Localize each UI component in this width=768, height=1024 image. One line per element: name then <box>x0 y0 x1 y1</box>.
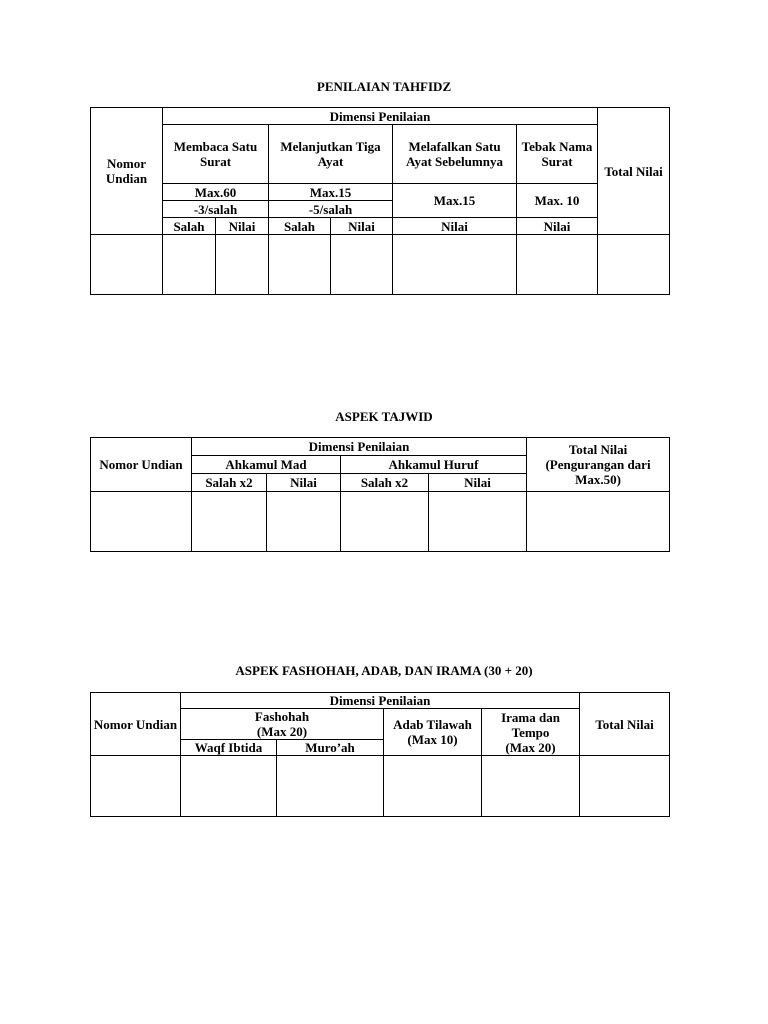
entry-cell[interactable] <box>277 756 384 817</box>
entry-cell[interactable] <box>527 492 670 552</box>
tahfidz-table <box>90 107 670 295</box>
entry-cell[interactable] <box>429 492 527 552</box>
fashohah-table <box>90 692 670 817</box>
tajwid-entry-row <box>91 492 670 552</box>
waqf-ibtida-header: Waqf Ibtida <box>181 740 277 756</box>
entry-cell[interactable] <box>267 492 341 552</box>
melanjutkan-rule: -5/salah <box>269 201 393 218</box>
melanjutkan-nilai-header: Nilai <box>331 218 393 235</box>
membaca-satu-surat-header: Membaca Satu Surat <box>163 125 269 184</box>
tahfidz-title: PENILAIAN TAHFIDZ <box>316 79 452 94</box>
fashohah-header: Fashohah <box>181 709 384 725</box>
membaca-rule: -3/salah <box>163 201 269 218</box>
entry-cell[interactable] <box>341 492 429 552</box>
membaca-salah-header: Salah <box>163 218 216 235</box>
huruf-nilai-header: Nilai <box>429 474 527 492</box>
melanjutkan-salah-header: Salah <box>269 218 331 235</box>
entry-cell[interactable] <box>181 756 277 817</box>
tajwid-title: ASPEK TAJWID <box>335 409 433 424</box>
total-nilai-header: Total Nilai <box>580 693 670 756</box>
entry-cell[interactable] <box>91 492 192 552</box>
total-nilai-header: Total Nilai <box>598 108 670 235</box>
fashohah-title: ASPEK FASHOHAH, ADAB, DAN IRAMA (30 + 20) <box>235 663 533 678</box>
entry-cell[interactable] <box>192 492 267 552</box>
entry-cell[interactable] <box>598 235 670 295</box>
entry-cell[interactable] <box>393 235 517 295</box>
entry-cell[interactable] <box>384 756 482 817</box>
membaca-max: Max.60 <box>163 184 269 201</box>
fashohah-max: (Max 20) <box>181 724 384 740</box>
tahfidz-entry-row <box>91 235 670 295</box>
nomor-undian-header: Nomor Undian <box>91 693 181 756</box>
entry-cell[interactable] <box>331 235 393 295</box>
entry-cell[interactable] <box>517 235 598 295</box>
tebak-nilai-header: Nilai <box>517 218 598 235</box>
nomor-undian-header: Nomor Undian <box>91 108 163 235</box>
huruf-salah-header: Salah x2 <box>341 474 429 492</box>
irama-tempo-header <box>482 709 580 756</box>
melafalkan-nilai-header: Nilai <box>393 218 517 235</box>
melanjutkan-max: Max.15 <box>269 184 393 201</box>
tebak-max: Max. 10 <box>517 184 598 218</box>
irama-tempo-label: Irama dan Tempo <box>501 709 560 740</box>
irama-tempo-max: (Max 20) <box>505 739 556 755</box>
tebak-nama-surat-header: Tebak Nama Surat <box>517 125 598 184</box>
mad-nilai-header: Nilai <box>267 474 341 492</box>
adab-tilawah-label: Adab Tilawah <box>393 717 472 732</box>
dimensi-penilaian-header: Dimensi Penilaian <box>192 438 527 456</box>
entry-cell[interactable] <box>216 235 269 295</box>
entry-cell[interactable] <box>269 235 331 295</box>
mad-salah-header: Salah x2 <box>192 474 267 492</box>
dimensi-penilaian-header: Dimensi Penilaian <box>163 108 598 125</box>
entry-cell[interactable] <box>163 235 216 295</box>
entry-cell[interactable] <box>91 235 163 295</box>
melanjutkan-tiga-ayat-header: Melanjutkan Tiga Ayat <box>269 125 393 184</box>
total-nilai-header: Total Nilai (Pengurangan dari Max.50) <box>527 438 670 492</box>
membaca-nilai-header: Nilai <box>216 218 269 235</box>
nomor-undian-header: Nomor Undian <box>91 438 192 492</box>
dimensi-penilaian-header: Dimensi Penilaian <box>181 693 580 709</box>
ahkamul-huruf-header: Ahkamul Huruf <box>341 456 527 474</box>
entry-cell[interactable] <box>91 756 181 817</box>
melafalkan-max: Max.15 <box>393 184 517 218</box>
adab-tilawah-max: (Max 10) <box>407 732 458 747</box>
adab-tilawah-header <box>384 709 482 756</box>
tajwid-table <box>90 437 670 552</box>
entry-cell[interactable] <box>580 756 670 817</box>
entry-cell[interactable] <box>482 756 580 817</box>
ahkamul-mad-header: Ahkamul Mad <box>192 456 341 474</box>
fashohah-entry-row <box>91 756 670 817</box>
melafalkan-satu-ayat-header: Melafalkan Satu Ayat Sebelumnya <box>393 125 517 184</box>
muroah-header: Muro’ah <box>277 740 384 756</box>
